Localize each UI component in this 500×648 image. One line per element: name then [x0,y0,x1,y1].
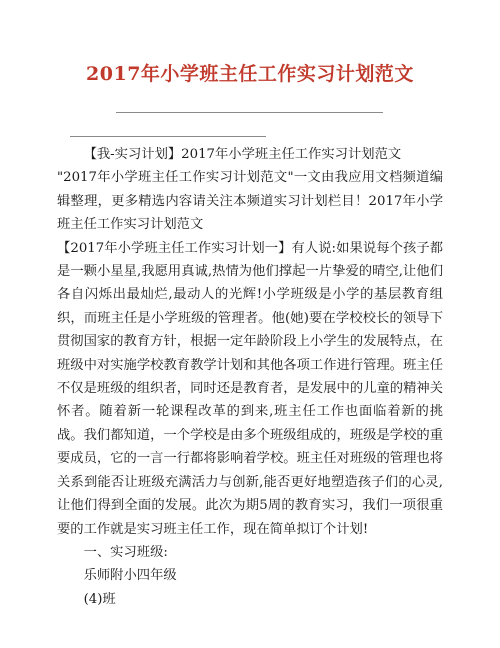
document-title: 2017年小学班主任工作实习计划范文 [86,63,414,85]
document-body [57,143,443,611]
class-line-2: (4)班 [83,591,116,607]
title-divider [116,112,383,113]
intro-text: "2017年小学班主任工作实习计划范文"一文由我应用文档频道编辑整理，更多精选内容请关注本频道实习计划栏目！2017年小学班主任工作实习计划范文 [57,170,443,233]
class-line-1: 乐师附小四年级 [83,568,177,584]
intro-heading: 【我-实习计划】2017年小学班主任工作实习计划范文 [83,147,402,162]
main-paragraph: 【2017年小学班主任工作实习计划一】有人说:如果说每个孩子都是一颗小星星,我愿用真诚,热情为他们撑起一片挚爱的晴空,让他们各自闪烁出最灿烂,最动人的光辉!小学班级是小学的基层教育组织，而班主任是小学班级的管理者。他(她)要在学校校长的领导下贯彻国家的教育方针，根据一定年龄阶段上小学生的发展特点，在班级中对实施学校教育教学计划和其他各项工作进行管理。班主任不仅是班级的组织者，同时还是教育者，是发展中的儿童的精神关怀者。随着新一轮课程改革的到来,班主任工作也面临着新的挑战。我们都知道，一个学校是由多个班级组成的，班级是学校的重要成员，它的一言一行都将影响着学校。班主任对班级的管理也将关系到能否让班级充满活力与创新,能否更好地塑造孩子们的心灵,让他们得到全面的发展。此次为期5周的教育实习，我们一项很重要的工作就是实习班主任工作，现在简单拟订个计划! [57,240,443,537]
section-heading: 一、实习班级: [83,544,168,560]
section-divider [70,136,266,137]
